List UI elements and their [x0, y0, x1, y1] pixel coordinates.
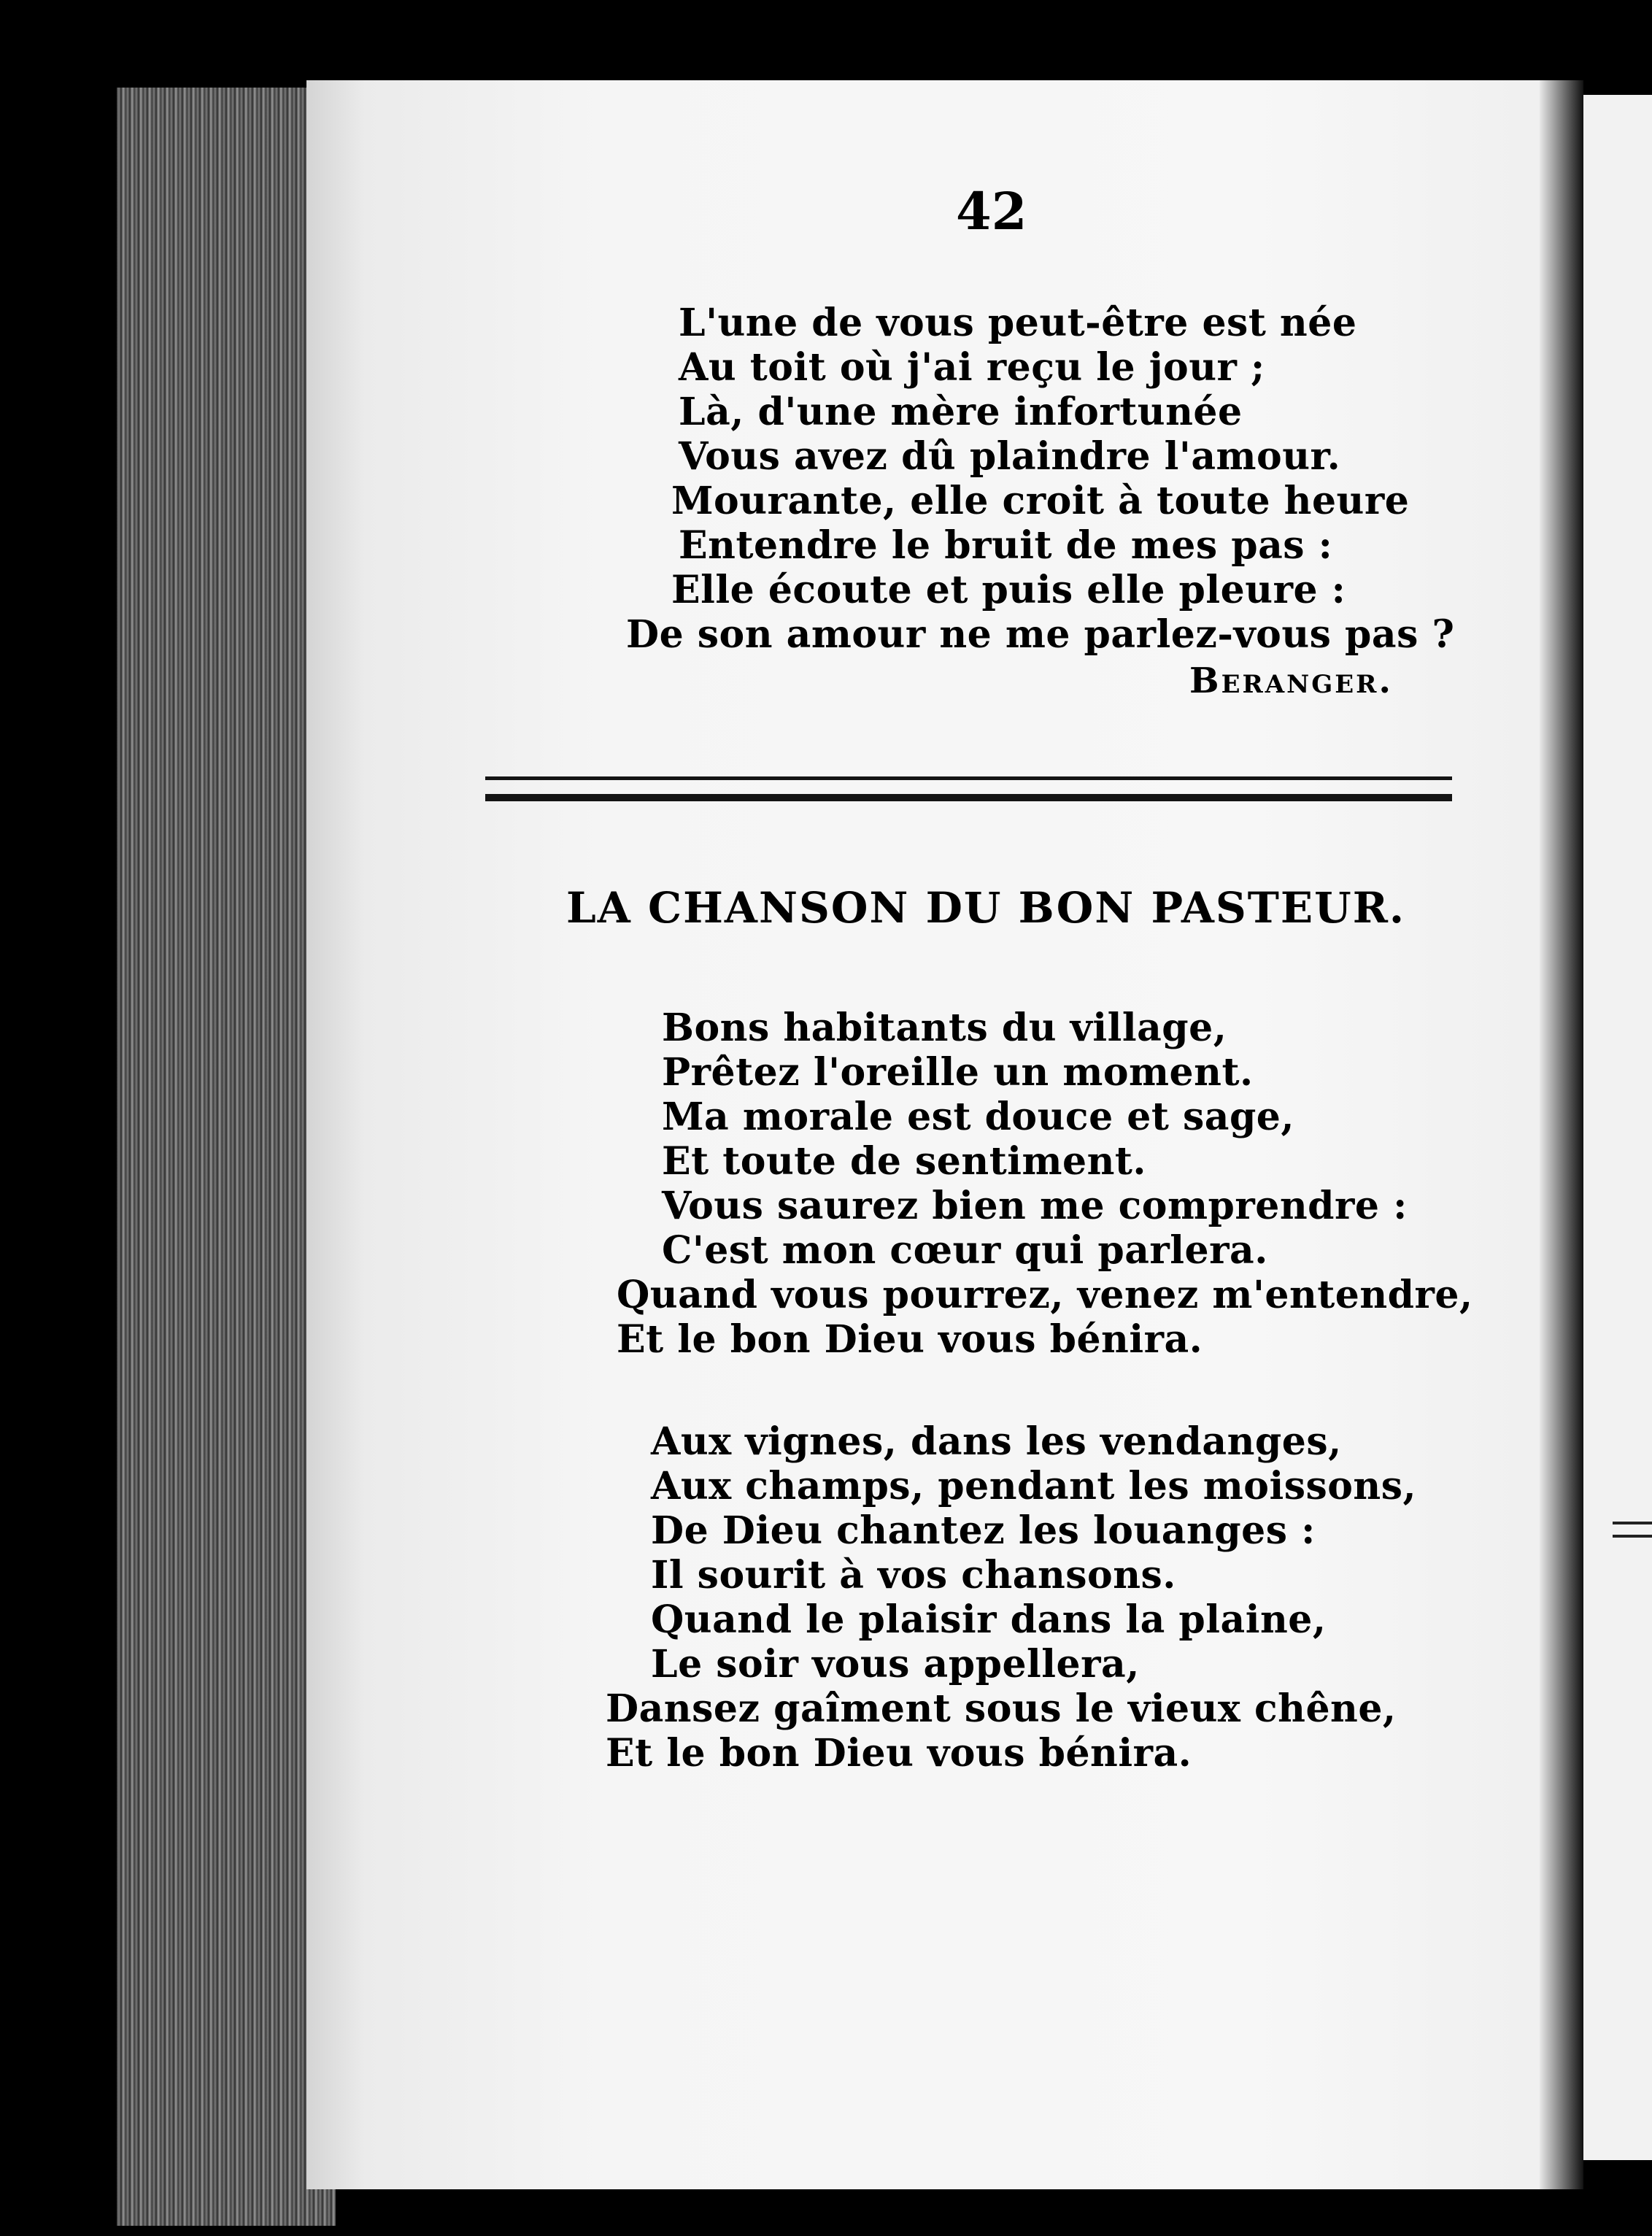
verse-line: Au toit où j'ai reçu le jour ; — [679, 345, 1265, 390]
page-number: 42 — [956, 181, 1027, 242]
verse-line: Dansez gaîment sous le vieux chêne, — [606, 1686, 1397, 1731]
song-stanza-1 — [617, 1006, 1473, 1362]
verse-line: Elle écoute et puis elle pleure : — [671, 568, 1346, 612]
section-divider-thick — [485, 794, 1452, 801]
song-title: LA CHANSON DU BON PASTEUR. — [566, 883, 1406, 933]
verse-line: Aux champs, pendant les moissons, — [651, 1464, 1417, 1508]
verse-line: De son amour ne me parlez-vous pas ? — [626, 612, 1455, 657]
song-stanza-2 — [606, 1419, 1416, 1776]
verse-line: C'est mon cœur qui parlera. — [662, 1228, 1268, 1273]
verse-line: Et le bon Dieu vous bénira. — [606, 1731, 1192, 1776]
book-page-edges — [117, 88, 336, 2226]
verse-line: Aux vignes, dans les vendanges, — [651, 1419, 1342, 1464]
verse-line: Quand vous pourrez, venez m'entendre, — [617, 1273, 1473, 1317]
facing-page-rule — [1613, 1522, 1652, 1538]
verse-line: Le soir vous appellera, — [651, 1642, 1140, 1686]
page-shadow — [1540, 80, 1583, 2189]
verse-line: Il sourit à vos chansons. — [651, 1553, 1176, 1597]
section-divider-thin — [485, 776, 1452, 780]
verse-line: Ma morale est douce et sage, — [662, 1095, 1294, 1139]
scan-background — [0, 0, 117, 2236]
verse-line: L'une de vous peut-être est née — [679, 301, 1357, 345]
verse-line: Et toute de sentiment. — [662, 1139, 1146, 1184]
verse-line: Quand le plaisir dans la plaine, — [651, 1597, 1327, 1642]
facing-page-edge — [1583, 95, 1652, 2160]
verse-line: Là, d'une mère infortunée — [679, 390, 1243, 434]
verse-line: Vous avez dû plaindre l'amour. — [679, 434, 1341, 479]
verse-line: Prêtez l'oreille un moment. — [662, 1050, 1254, 1095]
verse-line: De Dieu chantez les louanges : — [651, 1508, 1316, 1553]
verse-line: Et le bon Dieu vous bénira. — [617, 1317, 1203, 1362]
verse-line: Mourante, elle croit à toute heure — [671, 479, 1410, 523]
previous-song-stanza — [626, 301, 1455, 657]
verse-line: Bons habitants du village, — [662, 1006, 1227, 1050]
author-signature: Beranger. — [1189, 660, 1394, 701]
verse-line: Entendre le bruit de mes pas : — [679, 523, 1333, 568]
verse-line: Vous saurez bien me comprendre : — [662, 1184, 1408, 1228]
